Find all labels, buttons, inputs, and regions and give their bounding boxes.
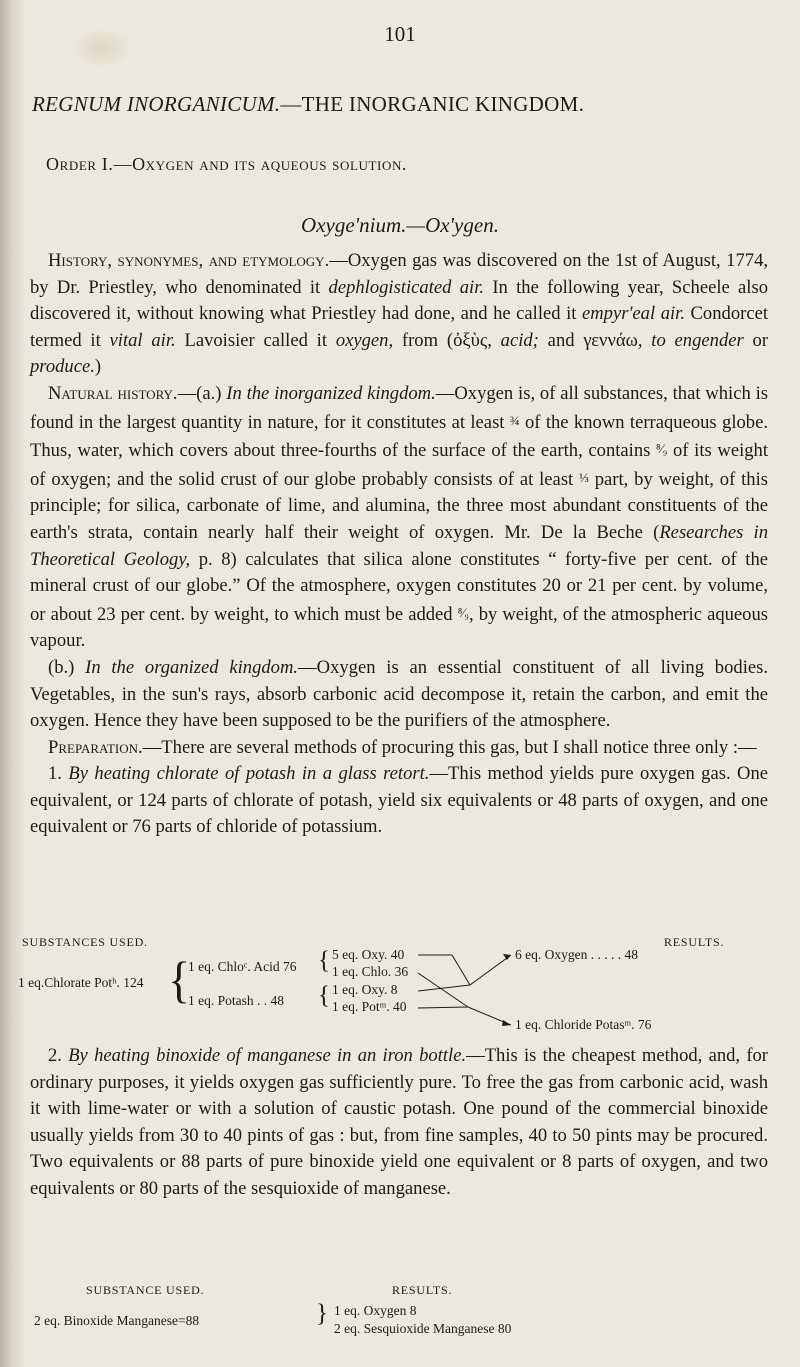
line-oxygen-to-result bbox=[452, 955, 470, 985]
arrow-chloride-result bbox=[502, 1020, 511, 1026]
line-potassium bbox=[418, 1007, 468, 1008]
natural-history-paragraph-b: (b.) In the organized kingdom.—Oxygen is an essential constituent of all living bodies. Vegetables, in the sun's rays, absorb carbonic acid decompose it, retain the carbon, and emit the oxygen. Hence they have been supposed to be the purifiers of the atmosphere. bbox=[30, 656, 768, 732]
result-chloride: 1 eq. Chloride Potasᵐ. 76 bbox=[515, 1017, 652, 1032]
result-sesquioxide: 2 eq. Sesquioxide Manganese 80 bbox=[334, 1321, 512, 1336]
left-brace: { bbox=[168, 951, 191, 1008]
split-oxygen-5: 5 eq. Oxy. 40 bbox=[332, 947, 405, 962]
method-2-paragraph: 2. By heating binoxide of manganese in an iron bottle.—This is the cheapest method, and, for ordinary purposes, it yields oxygen gas sufficiently pure. To free the gas from carbonic acid, wash it with lime-water or with a solution of caustic potash. One pound of the commercial binoxide usually yields from 30 to 40 pints of gas : but, from fine samples, 40 to 50 pints may be procured. Two equivalents or 88 parts of pure binoxide yield one equivalent or 8 parts of oxygen, and two equivalents or 80 parts of the sesquioxide of manganese. bbox=[30, 1045, 768, 1199]
results-header-2: RESULTS. bbox=[392, 1283, 453, 1297]
split-oxygen-1: 1 eq. Oxy. 8 bbox=[332, 982, 398, 997]
component-chloric-acid: 1 eq. Chloᶜ. Acid 76 bbox=[188, 959, 297, 974]
page-spine-shadow bbox=[0, 0, 26, 1367]
split-potassium: 1 eq. Potᵐ. 40 bbox=[332, 999, 407, 1014]
substance-header: SUBSTANCE USED. bbox=[86, 1283, 205, 1297]
brace-acid: { bbox=[318, 947, 330, 974]
component-potash: 1 eq. Potash . . 48 bbox=[188, 993, 284, 1008]
brace-results-open: } bbox=[316, 1300, 328, 1327]
natural-history-label: Natural history. bbox=[48, 382, 178, 404]
substance-binoxide: 2 eq. Binoxide Manganese=88 bbox=[34, 1313, 200, 1328]
reaction-lines bbox=[18, 935, 778, 1039]
line-to-oxygen-result bbox=[470, 955, 511, 985]
natural-history-paragraph-a: Natural history.—(a.) In the inorganized kingdom.—Oxygen is, of all substances, that which is found in the largest quantity in nature, for it constitutes at least ¾ of the known terraqueous globe. Thus, water, which covers about three-fourths of the surface of the earth, contains ⁸⁄₉ of its weight of oxygen; and the solid crust of our globe probably consists of at least ⅓ part, by weight, of this principle; for silica, carbonate of lime, and alumina, the three most abundant constituents of the earth's strata, contain nearly half their weight of oxygen. Mr. De la Beche (Researches in Theoretical Geology, p. 8) calculates that silica alone constitutes “ forty-five per cent. of the mineral crust of our globe.” Of the atmosphere, oxygen constitutes 20 or 21 per cent. by volume, or about 23 per cent. by weight, to which must be added ⁸⁄₉, by weight, of the atmospheric aqueous vapour. bbox=[30, 382, 769, 652]
page-number: 101 bbox=[384, 22, 416, 46]
result-oxygen-2: 1 eq. Oxygen 8 bbox=[334, 1303, 417, 1318]
main-text bbox=[30, 248, 768, 841]
results-header: RESULTS. bbox=[664, 935, 725, 949]
kingdom-title: —THE INORGANIC KINGDOM. bbox=[280, 92, 585, 116]
kingdom-heading bbox=[32, 92, 584, 117]
substance-chlorate: 1 eq.Chlorate Potʰ. 124 bbox=[18, 975, 144, 990]
substances-header: SUBSTANCES USED. bbox=[22, 935, 148, 949]
method-1-paragraph: 1. By heating chlorate of potash in a glass retort.—This method yields pure oxygen gas. One equivalent, or 124 parts of chlorate of potash, yield six equivalents or 48 parts of oxygen, and one equivalent or 76 parts of chloride of potassium. bbox=[30, 763, 769, 838]
preparation-label: Preparation. bbox=[48, 736, 143, 758]
binoxide-reaction-table bbox=[20, 1283, 780, 1353]
result-oxygen: 6 eq. Oxygen . . . . . 48 bbox=[515, 947, 638, 962]
history-label: History, synonymes, and etymology. bbox=[48, 250, 330, 271]
order-heading: Order I.—Oxygen and its aqueous solution. bbox=[46, 154, 408, 174]
brace-potash: { bbox=[318, 982, 330, 1009]
method-2-text bbox=[30, 1043, 768, 1203]
oxygen-title: Oxyge'nium.—Ox'ygen. bbox=[301, 213, 499, 237]
split-chlorine: 1 eq. Chlo. 36 bbox=[332, 964, 409, 979]
greek-word-gennao: γεννάω bbox=[583, 329, 638, 351]
greek-word-oxys: ὀξὺς bbox=[453, 329, 488, 351]
preparation-paragraph: Preparation.—There are several methods of procuring this gas, but I shall notice three only :— bbox=[48, 736, 757, 758]
chlorate-reaction-table bbox=[18, 935, 778, 1039]
regnum-title: REGNUM INORGANICUM. bbox=[32, 92, 281, 116]
arrow-oxygen-result bbox=[503, 954, 511, 960]
history-paragraph: History, synonymes, and etymology.—Oxygen gas was discovered on the 1st of August, 1774, by Dr. Priestley, who denominated it dephlogisticated air. In the following year, Scheele also discovered it, without knowing what Priestley had done, and he called it empyr'eal air. Condorcet termed it vital air. Lavoisier called it oxygen, from (ὀξὺς, acid; and γεννάω, to engender or produce.) bbox=[30, 250, 769, 378]
